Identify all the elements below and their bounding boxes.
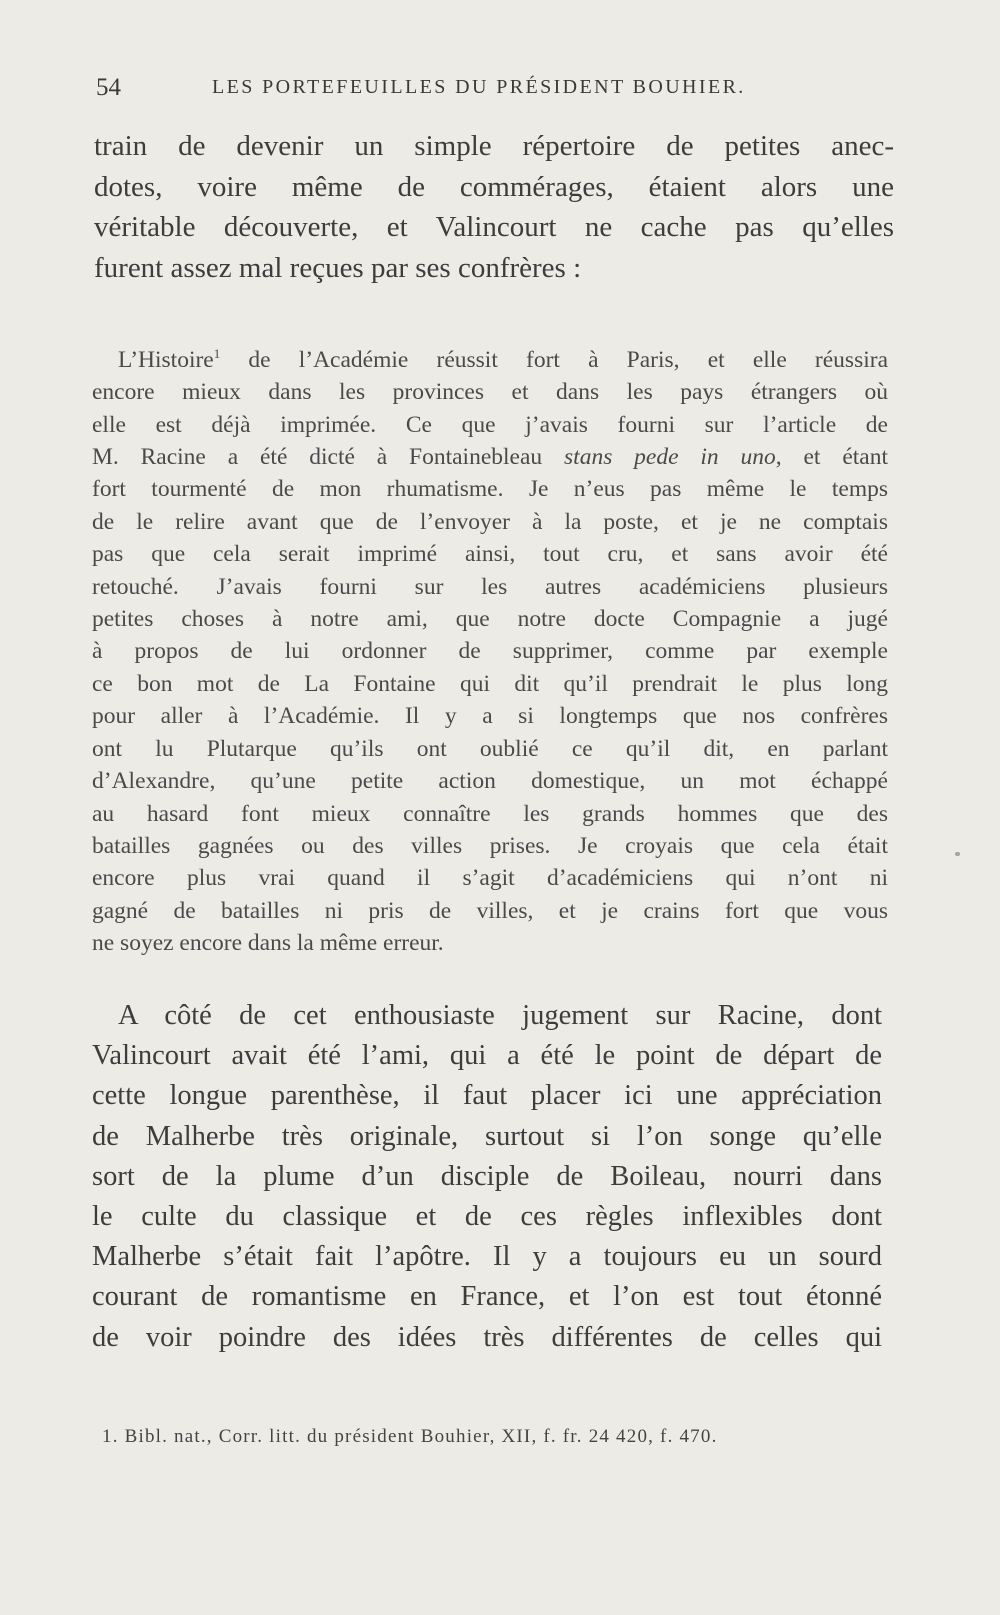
text-line: d’Alexandre, qu’une petite action domestique, un mot échappé bbox=[92, 768, 888, 795]
page-number: 54 bbox=[96, 74, 121, 101]
text-line: Malherbe s’était fait l’apôtre. Il y a toujours eu un sourd bbox=[92, 1241, 882, 1273]
text-line: Valincourt avait été l’ami, qui a été le point de départ de bbox=[92, 1040, 882, 1072]
text-line: sort de la plume d’un disciple de Boileau, nourri dans bbox=[92, 1160, 882, 1192]
text-line: à propos de lui ordonner de supprimer, comme par exemple bbox=[92, 638, 888, 665]
text-line: ce bon mot de La Fontaine qui dit qu’il prendrait le plus long bbox=[92, 670, 888, 697]
text-line: batailles gagnées ou des villes prises. Je croyais que cela était bbox=[92, 832, 888, 859]
quoted-letter bbox=[92, 338, 888, 960]
text-line: ont lu Plutarque qu’ils ont oublié ce qu’il dit, en parlant bbox=[92, 735, 888, 762]
footnote-marker: 1 bbox=[213, 346, 221, 361]
quote-first-line-rest: de l’Académie réussit fort à Paris, et elle réussira bbox=[220, 346, 888, 373]
text-line: petites choses à notre ami, que notre docte Compagnie a jugé bbox=[92, 606, 888, 633]
text-line: véritable découverte, et Valincourt ne cache pas qu’elles bbox=[94, 211, 894, 243]
text-line bbox=[92, 441, 888, 473]
text-line: ne soyez encore dans la même erreur. bbox=[92, 930, 444, 957]
text-line: gagné de batailles ni pris de villes, et je crains fort que vous bbox=[92, 897, 888, 924]
text-line: retouché. J’avais fourni sur les autres académiciens plusieurs bbox=[92, 573, 888, 600]
text-line: cette longue parenthèse, il faut placer ici une appréciation bbox=[92, 1080, 882, 1112]
text-line: de voir poindre des idées très différentes de celles qui bbox=[92, 1321, 882, 1353]
text-line: de le relire avant que de l’envoyer à la poste, et je ne comptais bbox=[92, 508, 888, 535]
footnote: 1. Bibl. nat., Corr. litt. du président Bouhier, XII, f. fr. 24 420, f. 470. bbox=[102, 1426, 718, 1447]
text-line: pour aller à l’Académie. Il y a si longtemps que nos confrères bbox=[92, 703, 888, 730]
paper-speck bbox=[955, 852, 960, 856]
running-head bbox=[96, 74, 886, 108]
text-line: dotes, voire même de commérages, étaient alors une bbox=[94, 170, 894, 203]
text-line: furent assez mal reçues par ses confrères : bbox=[94, 251, 582, 284]
text-line: A côté de cet enthousiaste jugement sur Racine, dont bbox=[118, 1000, 882, 1031]
text-line: courant de romantisme en France, et l’on est tout étonné bbox=[92, 1281, 882, 1313]
text-line: encore plus vrai quand il s’agit d’académiciens qui n’ont ni bbox=[92, 865, 888, 892]
text-line bbox=[92, 338, 888, 376]
quote-first-words: L’Histoire bbox=[118, 346, 214, 373]
text-line: de Malherbe très originale, surtout si l’on songe qu’elle bbox=[92, 1120, 882, 1152]
quote-line-end: , et étant bbox=[775, 444, 888, 471]
text-line: pas que cela serait imprimé ainsi, tout cru, et sans avoir été bbox=[92, 541, 888, 568]
paragraph-top bbox=[94, 126, 894, 288]
text-line: elle est déjà imprimée. Ce que j’avais fourni sur l’article de bbox=[92, 411, 888, 438]
text-line: train de devenir un simple répertoire de petites anec- bbox=[94, 130, 894, 162]
text-line: encore mieux dans les provinces et dans les pays étrangers où bbox=[92, 379, 888, 406]
running-title: LES PORTEFEUILLES DU PRÉSIDENT BOUHIER. bbox=[212, 76, 746, 98]
quote-line-start: M. Racine a été dicté à Fontainebleau bbox=[92, 444, 565, 471]
paragraph-bottom bbox=[92, 996, 882, 1358]
text-line: fort tourmenté de mon rhumatisme. Je n’eus pas même le temps bbox=[92, 476, 888, 503]
latin-phrase: stans pede in uno bbox=[564, 444, 776, 471]
text-line: le culte du classique et de ces règles inflexibles dont bbox=[92, 1201, 882, 1233]
text-line: au hasard font mieux connaître les grands hommes que des bbox=[92, 800, 888, 827]
